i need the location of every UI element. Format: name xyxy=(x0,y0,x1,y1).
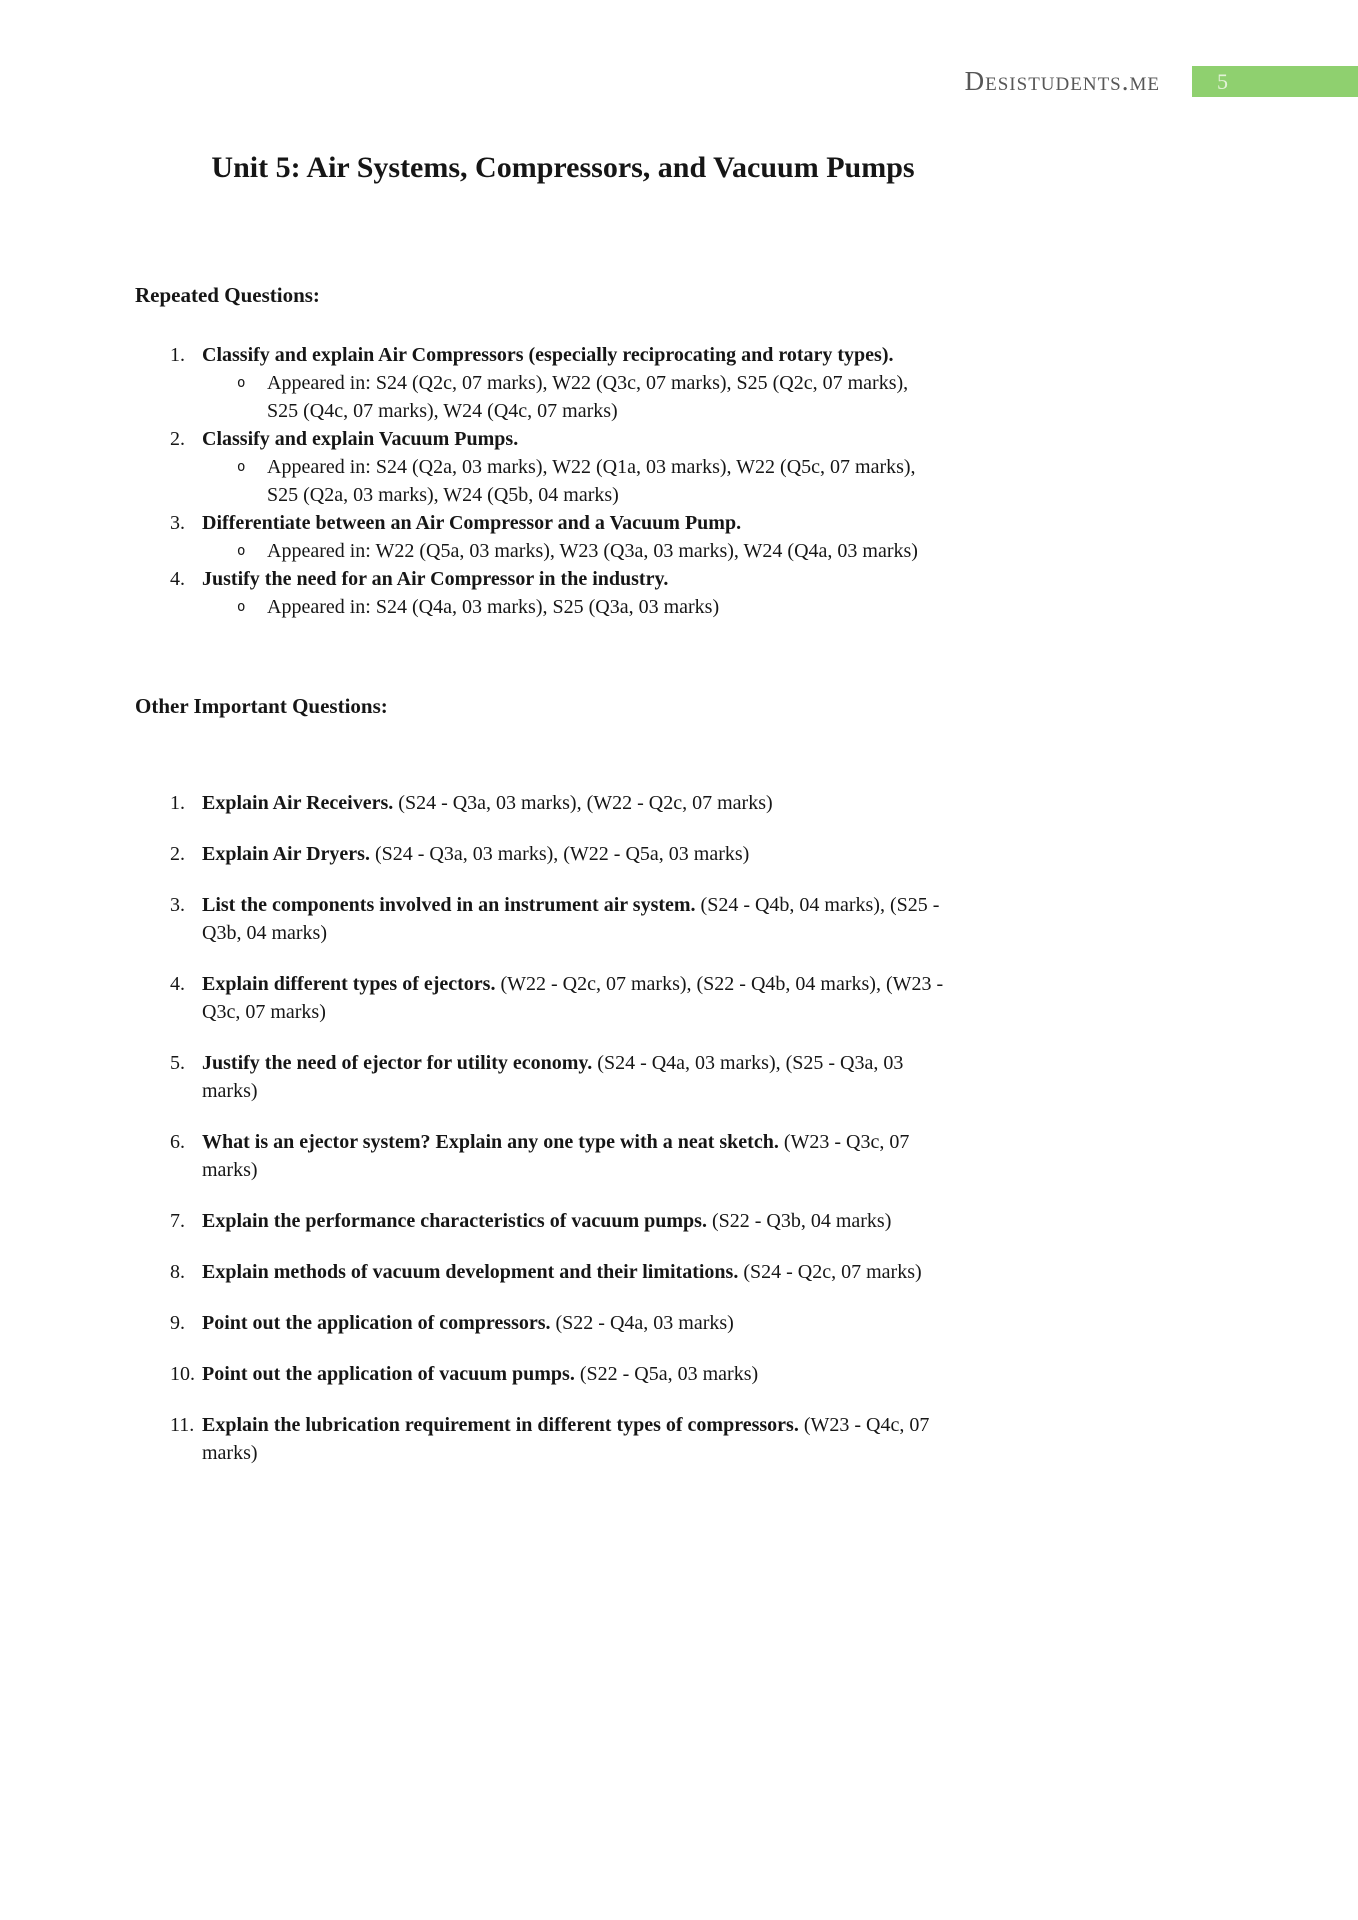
question-item xyxy=(135,789,991,817)
item-number: 4. xyxy=(170,568,185,590)
item-number: 3. xyxy=(170,512,185,534)
question-text: Explain the lubrication requirement in different types of compressors. xyxy=(202,1414,799,1436)
citation-text: (S24 - Q3a, 03 marks), (W22 - Q2c, 07 marks) xyxy=(398,792,773,814)
question-text: Classify and explain Air Compressors (especially reciprocating and rotary types). xyxy=(202,344,894,366)
question-item xyxy=(135,1128,991,1184)
appearance-row xyxy=(202,537,963,565)
question-item xyxy=(135,1360,991,1388)
question-text: Point out the application of vacuum pumps. xyxy=(202,1363,575,1385)
appearance-info: Appeared in: S24 (Q4a, 03 marks), S25 (Q3a, 03 marks) xyxy=(267,596,720,618)
page-number: 5 xyxy=(1217,69,1228,94)
citation-text: (S24 - Q3a, 03 marks), (W22 - Q5a, 03 marks) xyxy=(374,843,750,865)
citation-text: (S24 - Q2c, 07 marks) xyxy=(743,1261,922,1283)
citation-text: (S22 - Q5a, 03 marks) xyxy=(579,1363,759,1385)
question-item xyxy=(135,891,991,947)
citation-text: (S24 - Q4b, 04 marks), (S25 - Q3b, 04 marks) xyxy=(202,894,940,944)
question-text: Explain different types of ejectors. xyxy=(202,973,496,995)
appearance-info: Appeared in: S24 (Q2a, 03 marks), W22 (Q1a, 03 marks), W22 (Q5c, 07 marks), S25 (Q2a, 03 marks), W24 (Q5b, 04 marks) xyxy=(267,456,916,506)
question-item xyxy=(135,1258,991,1286)
appearance-info: Appeared in: W22 (Q5a, 03 marks), W23 (Q3a, 03 marks), W24 (Q4a, 03 marks) xyxy=(267,540,918,562)
question-item xyxy=(135,840,991,868)
question-item xyxy=(135,1309,991,1337)
item-number: 10. xyxy=(170,1363,195,1385)
question-text: Differentiate between an Air Compressor and a Vacuum Pump. xyxy=(202,512,742,534)
question-item xyxy=(135,1207,991,1235)
sub-bullet-marker: o xyxy=(237,543,246,559)
citation-text: (W23 - Q3c, 07 marks) xyxy=(202,1131,910,1181)
section-heading-repeated: Repeated Questions: xyxy=(135,283,320,307)
appearance-row xyxy=(202,453,963,509)
question-text: Justify the need for an Air Compressor in the industry. xyxy=(202,568,669,590)
question-text: Justify the need of ejector for utility economy. xyxy=(202,1052,593,1074)
item-number: 11. xyxy=(170,1414,195,1436)
question-item xyxy=(135,425,991,509)
item-number: 8. xyxy=(170,1261,185,1283)
item-number: 2. xyxy=(170,843,185,865)
item-number: 1. xyxy=(170,344,185,366)
sub-bullet-marker: o xyxy=(237,375,246,391)
question-item xyxy=(135,1049,991,1105)
question-item xyxy=(135,1411,991,1467)
item-number: 2. xyxy=(170,428,185,450)
appearance-row xyxy=(202,593,963,621)
citation-text: (S22 - Q4a, 03 marks) xyxy=(555,1312,734,1334)
content-column xyxy=(135,0,991,1467)
site-brand: Desistudents.me xyxy=(964,66,1160,96)
appearance-info: Appeared in: S24 (Q2c, 07 marks), W22 (Q3c, 07 marks), S25 (Q2c, 07 marks), S25 (Q4c, 07 marks), W24 (Q4c, 07 marks) xyxy=(267,372,909,422)
question-text: What is an ejector system? Explain any one type with a neat sketch. xyxy=(202,1131,779,1153)
sub-bullet-marker: o xyxy=(237,599,246,615)
citation-text: (W22 - Q2c, 07 marks), (S22 - Q4b, 04 marks), (W23 - Q3c, 07 marks) xyxy=(202,973,944,1023)
question-text: Point out the application of compressors. xyxy=(202,1312,551,1334)
question-text: Explain the performance characteristics of vacuum pumps. xyxy=(202,1210,707,1232)
question-text: Explain Air Dryers. xyxy=(202,843,370,865)
citation-text: (S24 - Q4a, 03 marks), (S25 - Q3a, 03 marks) xyxy=(202,1052,904,1102)
sub-bullet-marker: o xyxy=(237,459,246,475)
item-number: 1. xyxy=(170,792,185,814)
question-text: List the components involved in an instrument air system. xyxy=(202,894,696,916)
repeated-questions-list xyxy=(135,341,991,621)
item-number: 5. xyxy=(170,1052,185,1074)
question-item xyxy=(135,341,991,425)
item-number: 7. xyxy=(170,1210,185,1232)
question-item xyxy=(135,509,991,565)
question-text: Explain methods of vacuum development and their limitations. xyxy=(202,1261,739,1283)
page-title: Unit 5: Air Systems, Compressors, and Vacuum Pumps xyxy=(211,151,915,184)
page-header xyxy=(0,66,1358,97)
other-questions-list xyxy=(135,789,991,1467)
item-number: 6. xyxy=(170,1131,185,1153)
item-number: 4. xyxy=(170,973,185,995)
page-number-badge xyxy=(1192,66,1358,97)
citation-text: (S22 - Q3b, 04 marks) xyxy=(711,1210,892,1232)
question-text: Explain Air Receivers. xyxy=(202,792,394,814)
item-number: 3. xyxy=(170,894,185,916)
citation-text: (W23 - Q4c, 07 marks) xyxy=(202,1414,930,1464)
item-number: 9. xyxy=(170,1312,185,1334)
section-heading-other: Other Important Questions: xyxy=(135,694,388,718)
appearance-row xyxy=(202,369,963,425)
question-item xyxy=(135,565,991,621)
question-item xyxy=(135,970,991,1026)
question-text: Classify and explain Vacuum Pumps. xyxy=(202,428,519,450)
